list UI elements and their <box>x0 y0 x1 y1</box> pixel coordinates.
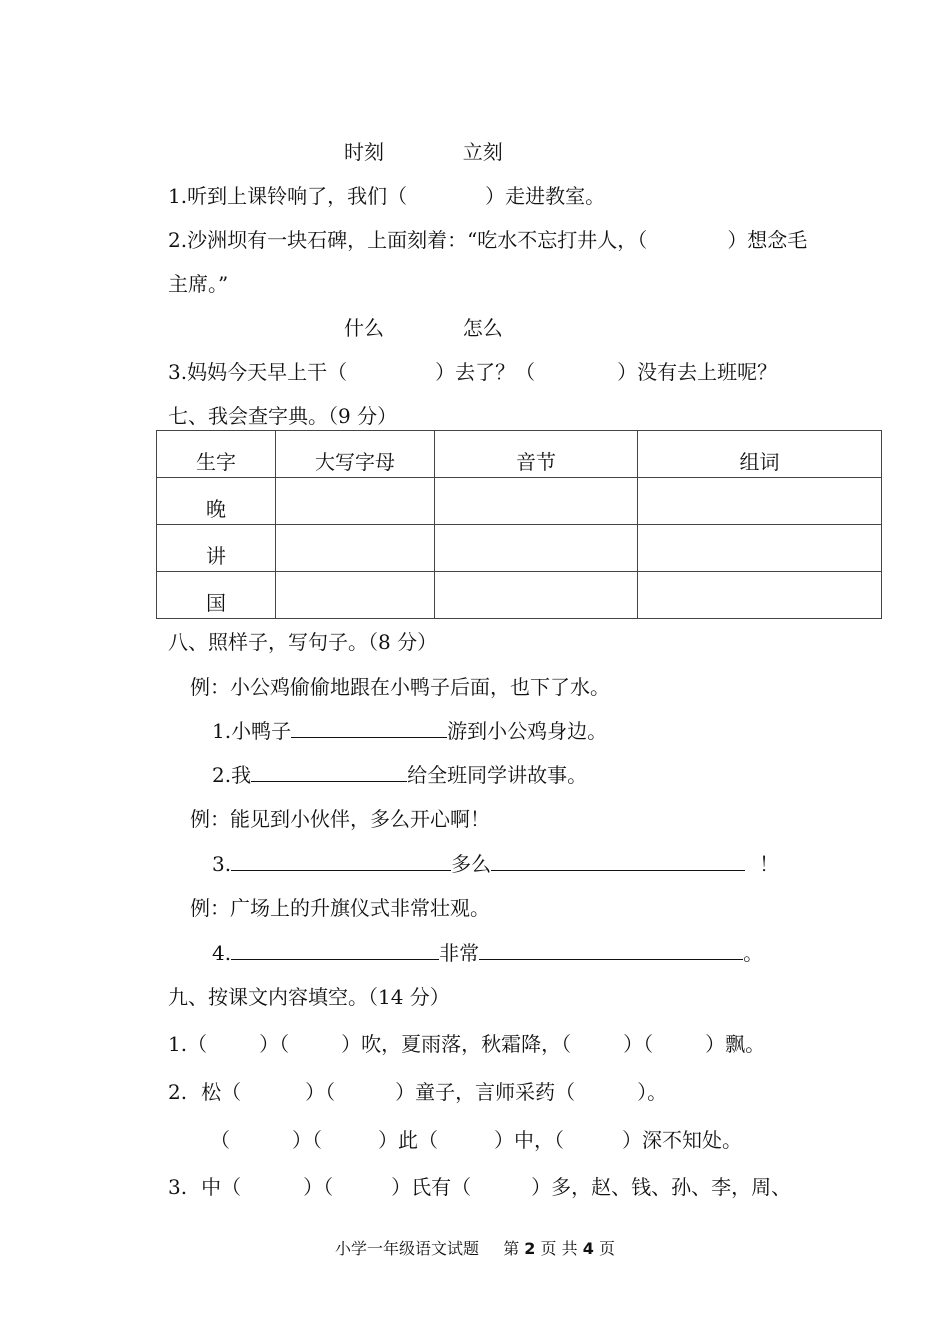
total-pages: 4 <box>582 1239 594 1258</box>
column-header: 音节 <box>435 431 638 478</box>
fill-line-2: 2. 松（ ）（ ）童子，言师采药（ ）。 <box>168 1080 668 1104</box>
sentence-task-3: 3. 多么 ！ <box>212 852 780 876</box>
example-sentence: 例：广场上的升旗仪式非常壮观。 <box>190 896 490 920</box>
answer-blank[interactable] <box>291 717 447 738</box>
section-heading-9: 九、按课文内容填空。（14 分） <box>168 985 450 1009</box>
word-choice-1 <box>344 138 503 166</box>
column-header: 大写字母 <box>276 431 435 478</box>
word-choice-2 <box>344 314 503 342</box>
sentence-task-4: 4. 非常 。 <box>212 941 764 965</box>
answer-blank[interactable] <box>231 939 439 960</box>
question-6-2: 2.沙洲坝有一块石碑，上面刻着：“吃水不忘打井人，（ ）想念毛 <box>168 228 808 252</box>
sentence-task-1: 1.小鸭子 游到小公鸡身边。 <box>212 719 608 743</box>
answer-cell[interactable] <box>435 572 638 619</box>
answer-cell[interactable] <box>638 478 882 525</box>
table-row <box>157 478 882 525</box>
fill-line-1: 1.（ ）（ ）吹，夏雨落，秋霜降，（ ）（ ）飘。 <box>168 1032 766 1056</box>
character-cell: 晚 <box>157 478 276 525</box>
table-row <box>157 572 882 619</box>
exam-title: 小学一年级语文试题 <box>334 1239 479 1258</box>
section-heading-8: 八、照样子，写句子。（8 分） <box>168 630 438 654</box>
word-option: 立刻 <box>462 140 503 164</box>
answer-cell[interactable] <box>435 525 638 572</box>
word-option: 怎么 <box>462 316 503 340</box>
answer-cell[interactable] <box>276 478 435 525</box>
word-option: 时刻 <box>344 140 384 164</box>
answer-blank[interactable] <box>479 939 743 960</box>
question-6-1: 1.听到上课铃响了，我们（ ）走进教室。 <box>168 184 606 208</box>
answer-cell[interactable] <box>276 572 435 619</box>
dictionary-table <box>156 430 882 619</box>
answer-blank[interactable] <box>231 850 451 871</box>
answer-cell[interactable] <box>638 525 882 572</box>
page-number: 2 <box>524 1239 536 1258</box>
fill-line-3: 3. 中（ ）（ ）氏有（ ）多，赵、钱、孙、李，周、 <box>168 1175 792 1199</box>
example-sentence: 例：小公鸡偷偷地跟在小鸭子后面，也下了水。 <box>190 675 610 699</box>
answer-blank[interactable] <box>491 850 745 871</box>
answer-cell[interactable] <box>435 478 638 525</box>
character-cell: 国 <box>157 572 276 619</box>
column-header: 生字 <box>157 431 276 478</box>
character-cell: 讲 <box>157 525 276 572</box>
answer-cell[interactable] <box>276 525 435 572</box>
answer-blank[interactable] <box>251 761 407 782</box>
column-header: 组词 <box>638 431 882 478</box>
fill-line-2b: （ ）（ ）此（ ）中，（ ）深不知处。 <box>210 1128 742 1152</box>
question-6-3: 3.妈妈今天早上干（ ）去了？（ ）没有去上班呢？ <box>168 360 778 384</box>
sentence-task-2: 2.我 给全班同学讲故事。 <box>212 763 588 787</box>
example-sentence: 例：能见到小伙伴，多么开心啊！ <box>190 807 490 831</box>
word-option: 什么 <box>344 316 384 340</box>
page-footer: 小学一年级语文试题 第 2 页 共 4 页 <box>334 1239 615 1258</box>
answer-cell[interactable] <box>638 572 882 619</box>
table-row <box>157 525 882 572</box>
table-header-row <box>157 431 882 478</box>
section-heading-7: 七、我会查字典。（9 分） <box>168 404 398 428</box>
question-6-2-cont: 主席。” <box>168 272 229 296</box>
